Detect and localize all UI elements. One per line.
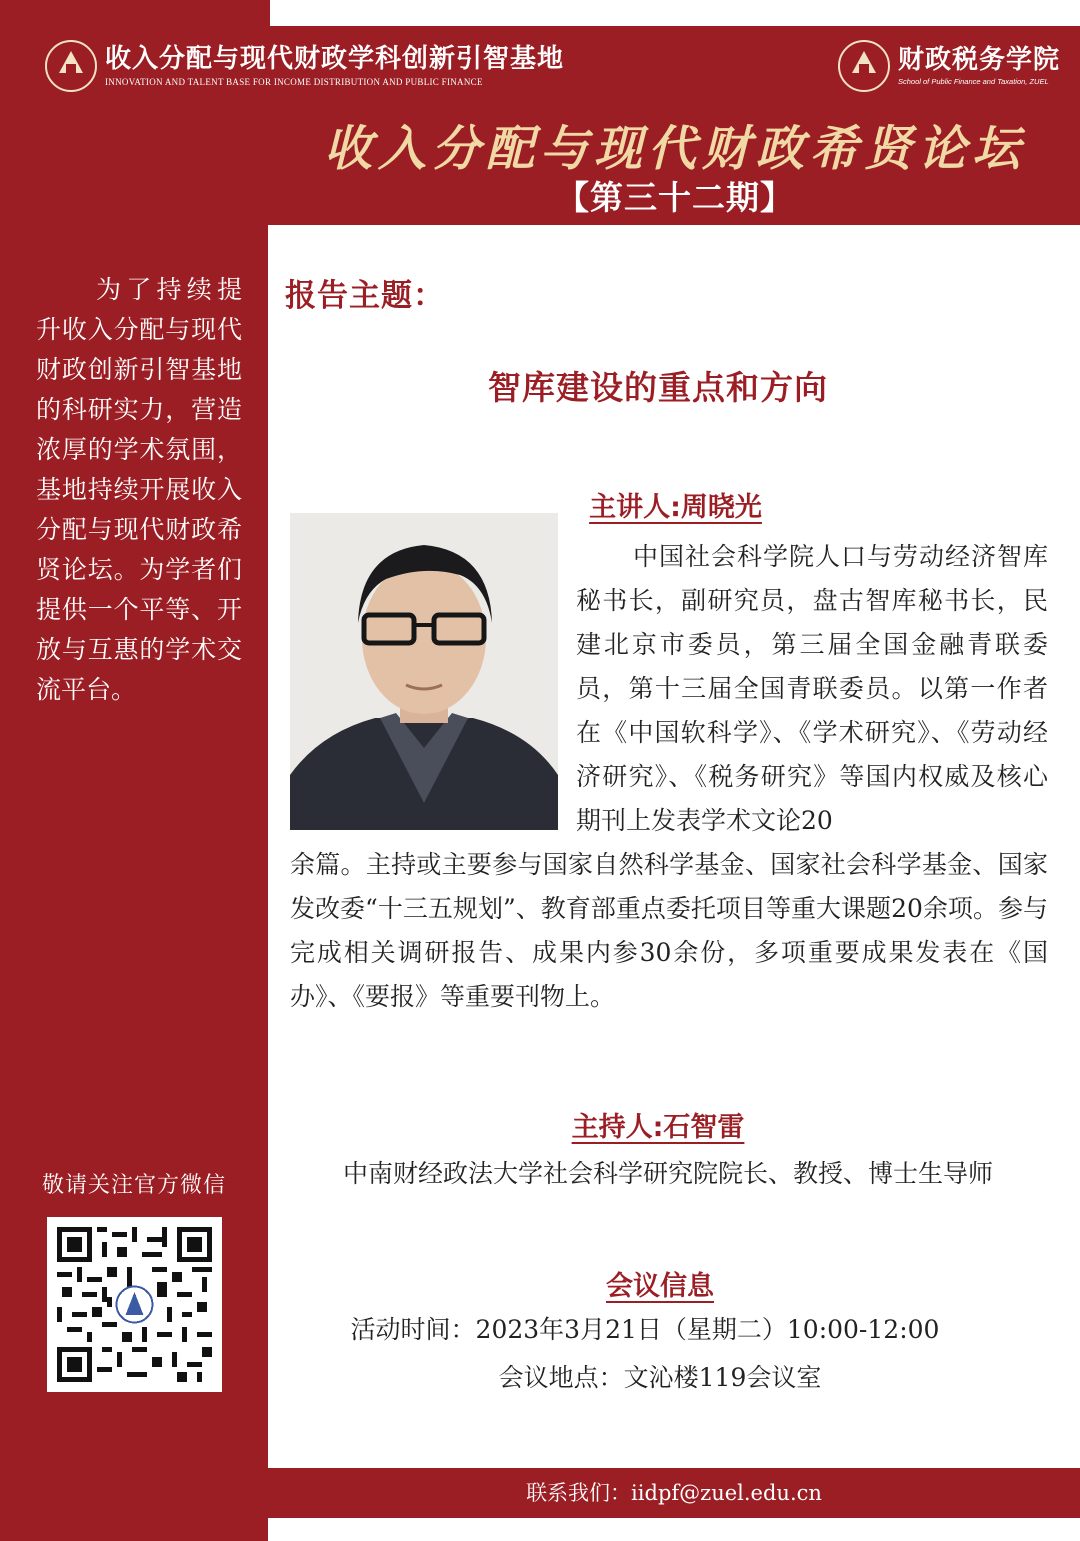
meeting-heading bbox=[270, 1264, 1050, 1303]
topic-label: 报告主题： bbox=[285, 278, 445, 314]
forum-title: 收入分配与现代财政希贤论坛 bbox=[323, 121, 1026, 177]
host-name: 主持人:石智雷 bbox=[571, 1112, 745, 1143]
meeting-info-title: 会议信息 bbox=[606, 1271, 714, 1302]
school-logo bbox=[838, 40, 1060, 92]
university-emblem-icon bbox=[45, 40, 97, 92]
host-heading bbox=[270, 1105, 1046, 1144]
contact-email[interactable]: 联系我们：iidpf@zuel.edu.cn bbox=[526, 1481, 822, 1505]
forum-intro: 为了持续提升收入分配与现代财政创新引智基地的科研实力，营造浓厚的学术氛围，基地持续开展收入分配与现代财政希贤论坛。为学者们提供一个平等、开放与互惠的学术交流平台。 bbox=[36, 275, 242, 704]
meeting-place: 会议地点：文沁楼119会议室 bbox=[498, 1363, 822, 1392]
issue-number: 【第三十二期】 bbox=[556, 178, 794, 217]
school-name-en: School of Public Finance and Taxation, ZUEL bbox=[898, 76, 1049, 86]
report-topic: 智库建设的重点和方向 bbox=[488, 368, 828, 407]
speaker-bio-part-2: 余篇。主持或主要参与国家自然科学基金、国家社会科学基金、国家发改委“十三五规划”、教育部重点委托项目等重大课题20余项。参与完成相关调研报告、成果内参30余份，多项重要成果发表在《国办》、《要报》等重要刊物上。 bbox=[290, 850, 1048, 1011]
host-description: 中南财经政法大学社会科学研究院院长、教授、博士生导师 bbox=[342, 1159, 993, 1188]
base-name-en: INNOVATION AND TALENT BASE FOR INCOME DISTRIBUTION AND PUBLIC FINANCE bbox=[105, 76, 483, 87]
school-emblem-icon bbox=[838, 40, 890, 92]
speaker-bio-part-1: 中国社会科学院人口与劳动经济智库秘书长，副研究员，盘古智库秘书长，民建北京市委员，第三届全国金融青联委员，第十三届全国青联委员。以第一作者在《中国软科学》、《学术研究》、《劳动经济研究》、《税务研究》等国内权威及核心期刊上发表学术文论20 bbox=[576, 542, 1048, 835]
speaker-heading bbox=[578, 485, 773, 524]
bottom-white-strip bbox=[270, 1518, 1080, 1541]
meeting-time: 活动时间：2023年3月21日（星期二）10:00-12:00 bbox=[350, 1315, 940, 1344]
wechat-qr-code[interactable] bbox=[47, 1217, 222, 1392]
follow-label: 敬请关注官方微信 bbox=[41, 1173, 226, 1198]
top-white-strip bbox=[270, 0, 1080, 26]
speaker-portrait-icon bbox=[290, 513, 558, 830]
qr-code-icon bbox=[57, 1227, 212, 1382]
base-name-cn: 收入分配与现代财政学科创新引智基地 bbox=[105, 43, 565, 74]
speaker-name: 主讲人:周晓光 bbox=[589, 492, 762, 523]
speaker-photo bbox=[290, 513, 558, 830]
school-name-cn: 财政税务学院 bbox=[898, 44, 1061, 75]
base-logo bbox=[45, 40, 564, 92]
